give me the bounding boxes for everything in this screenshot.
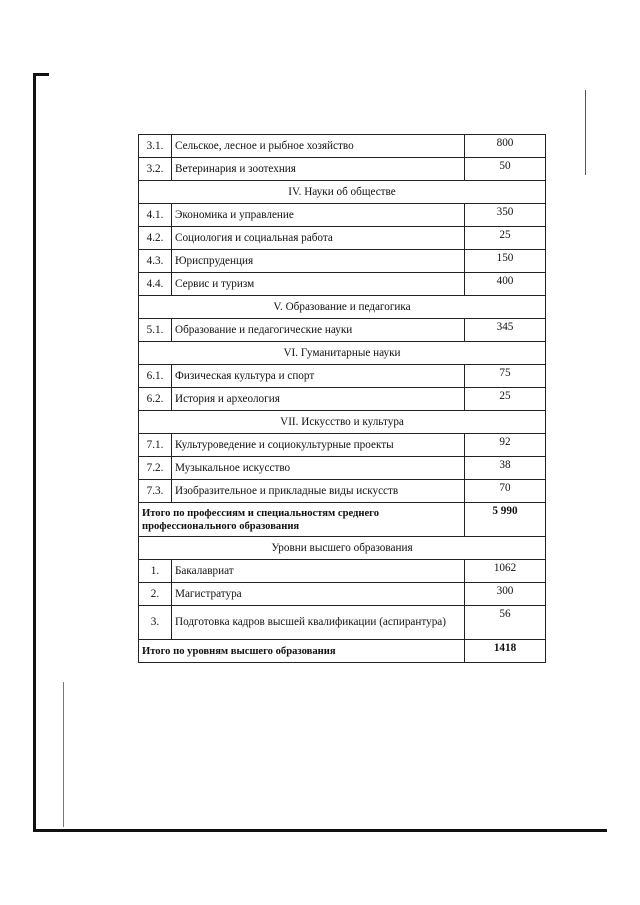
row-number: 5.1. [139, 319, 172, 342]
row-name: Музыкальное искусство [172, 457, 465, 480]
row-value: 92 [465, 434, 546, 457]
table-row [139, 158, 546, 181]
total-label: Итого по профессиям и специальностям среднего профессионального образования [139, 503, 465, 537]
table-row [139, 319, 546, 342]
table-row [139, 227, 546, 250]
scan-mark-right [585, 90, 586, 175]
row-name: Образование и педагогические науки [172, 319, 465, 342]
total-row [139, 640, 546, 663]
section-header-row [139, 296, 546, 319]
row-value: 25 [465, 227, 546, 250]
row-number: 3.2. [139, 158, 172, 181]
row-value: 1062 [465, 560, 546, 583]
row-value: 150 [465, 250, 546, 273]
row-number: 4.3. [139, 250, 172, 273]
row-number: 6.2. [139, 388, 172, 411]
row-number: 7.2. [139, 457, 172, 480]
row-number: 7.3. [139, 480, 172, 503]
table-body [139, 135, 546, 663]
table-row [139, 250, 546, 273]
total-value: 5 990 [465, 503, 546, 537]
row-name: Сельское, лесное и рыбное хозяйство [172, 135, 465, 158]
row-number: 1. [139, 560, 172, 583]
section-title: Уровни высшего образования [139, 537, 546, 560]
row-value: 25 [465, 388, 546, 411]
scan-mark-faint [63, 682, 64, 827]
row-name: Подготовка кадров высшей квалификации (аспирантура) [172, 606, 465, 640]
total-label: Итого по уровням высшего образования [139, 640, 465, 663]
section-title: VII. Искусство и культура [139, 411, 546, 434]
row-number: 3. [139, 606, 172, 640]
table-row [139, 135, 546, 158]
row-number: 4.4. [139, 273, 172, 296]
row-number: 7.1. [139, 434, 172, 457]
row-value: 70 [465, 480, 546, 503]
table-row [139, 560, 546, 583]
row-value: 300 [465, 583, 546, 606]
section-header-row [139, 342, 546, 365]
total-value: 1418 [465, 640, 546, 663]
section-header-row [139, 537, 546, 560]
row-name: Сервис и туризм [172, 273, 465, 296]
total-row [139, 503, 546, 537]
row-value: 345 [465, 319, 546, 342]
row-number: 2. [139, 583, 172, 606]
row-name: Культуроведение и социокультурные проекты [172, 434, 465, 457]
row-value: 350 [465, 204, 546, 227]
section-title: IV. Науки об обществе [139, 181, 546, 204]
scan-border-left [33, 73, 36, 831]
row-name: История и археология [172, 388, 465, 411]
section-header-row [139, 181, 546, 204]
row-number: 6.1. [139, 365, 172, 388]
row-name: Ветеринария и зоотехния [172, 158, 465, 181]
row-name: Бакалавриат [172, 560, 465, 583]
row-name: Изобразительное и прикладные виды искусств [172, 480, 465, 503]
row-name: Экономика и управление [172, 204, 465, 227]
table-row [139, 606, 546, 640]
row-value: 50 [465, 158, 546, 181]
row-name: Магистратура [172, 583, 465, 606]
row-number: 4.2. [139, 227, 172, 250]
row-value: 38 [465, 457, 546, 480]
table-row [139, 365, 546, 388]
scan-border-bottom [33, 829, 607, 832]
row-name: Юриспруденция [172, 250, 465, 273]
row-value: 56 [465, 606, 546, 640]
table-row [139, 434, 546, 457]
section-header-row [139, 411, 546, 434]
table-row [139, 273, 546, 296]
section-title: VI. Гуманитарные науки [139, 342, 546, 365]
row-number: 4.1. [139, 204, 172, 227]
admission-figures-table [138, 134, 546, 663]
table-row [139, 388, 546, 411]
table-row [139, 204, 546, 227]
row-value: 75 [465, 365, 546, 388]
section-title: V. Образование и педагогика [139, 296, 546, 319]
row-number: 3.1. [139, 135, 172, 158]
row-name: Физическая культура и спорт [172, 365, 465, 388]
table-row [139, 480, 546, 503]
row-value: 400 [465, 273, 546, 296]
table-row [139, 457, 546, 480]
table-row [139, 583, 546, 606]
row-value: 800 [465, 135, 546, 158]
row-name: Социология и социальная работа [172, 227, 465, 250]
